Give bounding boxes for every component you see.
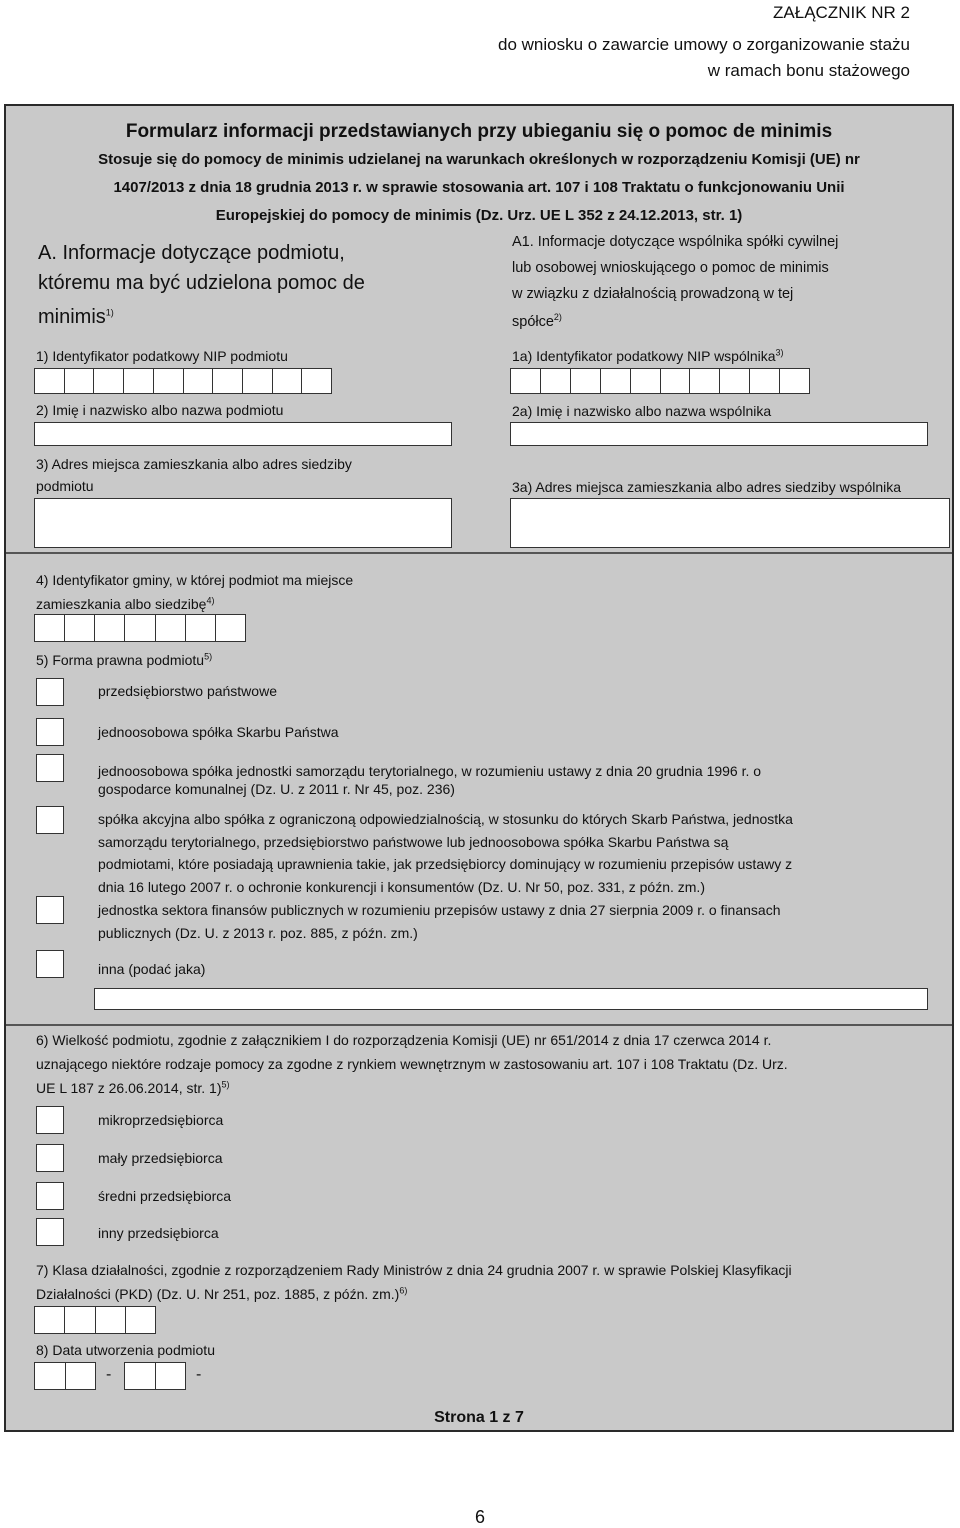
q3-label-1: 3) Adres miejsca zamieszkania albo adres siedziby [36,456,352,472]
nip-cell[interactable] [273,369,303,393]
partner-nip-cell[interactable] [690,369,720,393]
pkd-code-cell[interactable] [126,1307,155,1333]
nip-cell[interactable] [302,369,331,393]
checkbox-joint-stock-company[interactable] [36,806,64,834]
option-medium-enterprise: średni przedsiębiorca [98,1188,232,1204]
partner-nip-cell[interactable] [601,369,631,393]
q3-label-2: podmiotu [36,478,94,494]
partner-nip-boxes[interactable] [510,368,810,394]
date-month-cell[interactable] [125,1363,156,1389]
q5-label-text: 5) Forma prawna podmiotu [36,652,205,668]
address-field[interactable] [34,498,452,548]
section-a1-footnote: 2) [553,312,562,323]
q6-label-3-text: UE L 187 z 26.06.2014, str. 1) [36,1080,222,1096]
section-divider [6,1024,952,1026]
name-field[interactable] [34,422,452,446]
q3a-label: 3a) Adres miejsca zamieszkania albo adres siedziby wspólnika [512,479,902,495]
date-separator-2: - [196,1366,202,1383]
date-day-cell[interactable] [35,1363,66,1389]
q4-label-2 [36,596,214,613]
nip-boxes[interactable] [34,368,332,394]
section-a-footnote: 1) [105,307,114,318]
q7-footnote: 6) [399,1285,408,1296]
form-title: Formularz informacji przedstawianych przy ubieganiu się o pomoc de minimis [125,121,833,142]
partner-nip-cell[interactable] [571,369,601,393]
option-state-enterprise: przedsiębiorstwo państwowe [98,683,277,699]
option-local-government-company-1: jednoosobowa spółka jednostki samorządu terytorialnego, w rozumieniu ustawy z dnia 20 grudnia 1996 r. o [98,763,762,779]
nip-cell[interactable] [184,369,214,393]
municipality-id-boxes[interactable] [34,614,246,642]
section-a1-text-3: w związku z działalnością prowadzoną w tej [512,286,794,302]
date-month-boxes[interactable] [124,1362,186,1390]
option-public-finance-unit-2: publicznych (Dz. U. z 2013 r. poz. 885, z późn. zm.) [98,925,418,941]
q6-label-1: 6) Wielkość podmiotu, zgodnie z załącznikiem I do rozporządzenia Komisji (UE) nr 651/2014 z dnia 17 czerwca 2014 r. [36,1032,772,1048]
section-a-text-1: A. Informacje dotyczące podmiotu, [38,242,345,264]
partner-address-field[interactable] [510,498,950,548]
q7-label-2-text: Działalności (PKD) (Dz. U. Nr 251, poz. 1885, z późn. zm.) [36,1286,400,1302]
q8-label: 8) Data utworzenia podmiotu [36,1342,215,1358]
q4-label-2-text: zamieszkania albo siedzibę [36,596,207,612]
section-divider [6,552,952,554]
date-separator-1: - [106,1366,112,1383]
date-day-cell[interactable] [66,1363,96,1389]
option-state-treasury-company: jednoosobowa spółka Skarbu Państwa [98,724,339,740]
q2-label: 2) Imię i nazwisko albo nazwa podmiotu [36,402,284,418]
option-local-government-company-2: gospodarce komunalnej (Dz. U. z 2011 r. Nr 45, poz. 236) [98,781,455,797]
option-other-enterprise: inny przedsiębiorca [98,1225,219,1241]
section-a1-line-3 [512,286,793,303]
q1a-footnote: 3) [775,347,784,358]
checkbox-micro-enterprise[interactable] [36,1106,64,1134]
municipality-id-cell[interactable] [216,615,245,641]
municipality-id-cell[interactable] [95,615,125,641]
section-a-line-3 [38,304,114,330]
section-a1-line-4 [512,314,562,331]
partner-name-field[interactable] [510,422,928,446]
intro-line-2: 1407/2013 z dnia 18 grudnia 2013 r. w sprawie stosowania art. 107 i 108 Traktatu o funkcjonowaniu Unii [113,179,845,196]
section-a1-line-1 [512,234,838,251]
q2a-label: 2a) Imię i nazwisko albo nazwa wspólnika [512,403,772,419]
nip-cell[interactable] [154,369,184,393]
option-joint-stock-company-3: podmiotami, które posiadają uprawnienia takie, jak przedsiębiorcy dominujący w rozumieniu przepisów ustawy z [98,856,793,872]
q1a-label: 1a) Identyfikator podatkowy NIP wspólnika [512,348,776,364]
checkbox-other-enterprise[interactable] [36,1218,64,1246]
checkbox-small-enterprise[interactable] [36,1144,64,1172]
option-joint-stock-company-2: samorządu terytorialnego, przedsiębiorstwo państwowe lub jednoosobowa spółka Skarbu Państwa są [98,834,729,850]
partner-nip-cell[interactable] [661,369,691,393]
option-micro-enterprise: mikroprzedsiębiorca [98,1112,224,1128]
section-a-line-2 [38,270,365,296]
pkd-code-cell[interactable] [96,1307,126,1333]
page-counter: Strona 1 z 7 [434,1409,524,1426]
other-legal-form-field[interactable] [94,988,928,1010]
checkbox-other[interactable] [36,950,64,978]
option-joint-stock-company-1: spółka akcyjna albo spółka z ograniczoną odpowiedzialnością, w stosunku do których Skarb Państwa, jednostka [98,811,793,827]
municipality-id-cell[interactable] [186,615,216,641]
checkbox-medium-enterprise[interactable] [36,1182,64,1210]
checkbox-state-treasury-company[interactable] [36,718,64,746]
nip-cell[interactable] [213,369,243,393]
q7-label-2 [36,1286,407,1303]
q1-label: 1) Identyfikator podatkowy NIP podmiotu [36,348,288,364]
municipality-id-cell[interactable] [65,615,95,641]
q6-label-2: uznającego niektóre rodzaje pomocy za zgodne z rynkiem wewnętrznym w zastosowaniu art. 107 i 108 Traktatu (Dz. Urz. [36,1056,788,1072]
option-joint-stock-company-4: dnia 16 lutego 2007 r. o ochronie konkurencji i konsumentów (Dz. U. Nr 50, poz. 331, z późn. zm.) [98,879,705,895]
partner-nip-cell[interactable] [631,369,661,393]
municipality-id-cell[interactable] [156,615,186,641]
checkbox-local-government-company[interactable] [36,754,64,782]
partner-nip-cell[interactable] [780,369,809,393]
date-month-cell[interactable] [156,1363,186,1389]
partner-nip-cell[interactable] [541,369,571,393]
partner-nip-cell[interactable] [720,369,750,393]
option-other: inna (podać jaka) [98,961,206,977]
section-a-text-2: któremu ma być udzielona pomoc de [38,272,365,294]
nip-cell[interactable] [243,369,273,393]
municipality-id-cell[interactable] [35,615,65,641]
section-a-text-3: minimis [38,306,106,328]
section-a-line-1 [38,240,345,266]
section-a1-text-2: lub osobowej wnioskującego o pomoc de minimis [512,260,829,276]
option-small-enterprise: mały przedsiębiorca [98,1150,223,1166]
intro-line-3: Europejskiej do pomocy de minimis (Dz. Urz. UE L 352 z 24.12.2013, str. 1) [215,207,743,224]
section-a1-text-4: spółce [512,314,554,330]
checkbox-public-finance-unit[interactable] [36,896,64,924]
annex-subtitle-line1: do wniosku o zawarcie umowy o zorganizowanie stażu [498,35,910,54]
section-a1-line-2 [512,260,829,277]
nip-cell[interactable] [94,369,124,393]
q5-footnote: 5) [204,651,213,662]
pkd-code-cell[interactable] [35,1307,65,1333]
q6-footnote: 5) [221,1079,230,1090]
q7-label-1: 7) Klasa działalności, zgodnie z rozporządzeniem Rady Ministrów z dnia 24 grudnia 2007 r. w sprawie Polskiej Klasyfikacji [36,1262,792,1278]
q4-label-1: 4) Identyfikator gminy, w której podmiot ma miejsce [36,572,354,588]
intro-line-1: Stosuje się do pomocy de minimis udzielanej na warunkach określonych w rozporządzeniu Komisji (UE) nr [98,151,860,168]
municipality-id-cell[interactable] [125,615,155,641]
q5-label [36,652,212,669]
q1a-label-row [512,348,784,365]
section-a1-text-1: A1. Informacje dotyczące wspólnika spółki cywilnej [512,234,839,250]
pkd-code-cell[interactable] [65,1307,95,1333]
page-number: 6 [474,1507,485,1527]
form-panel [4,104,954,1432]
annex-subtitle-line2: w ramach bonu stażowego [707,61,910,80]
partner-nip-cell[interactable] [511,369,541,393]
nip-cell[interactable] [124,369,154,393]
option-public-finance-unit-1: jednostka sektora finansów publicznych w rozumieniu przepisów ustawy z dnia 27 sierpnia 2009 r. o finansach [98,902,781,918]
date-day-boxes[interactable] [34,1362,96,1390]
q6-label-3 [36,1080,230,1097]
nip-cell[interactable] [65,369,95,393]
nip-cell[interactable] [35,369,65,393]
annex-label: ZAŁĄCZNIK NR 2 [773,3,910,22]
checkbox-state-enterprise[interactable] [36,678,64,706]
partner-nip-cell[interactable] [750,369,780,393]
q4-footnote: 4) [206,595,215,606]
pkd-code-boxes[interactable] [34,1306,156,1334]
